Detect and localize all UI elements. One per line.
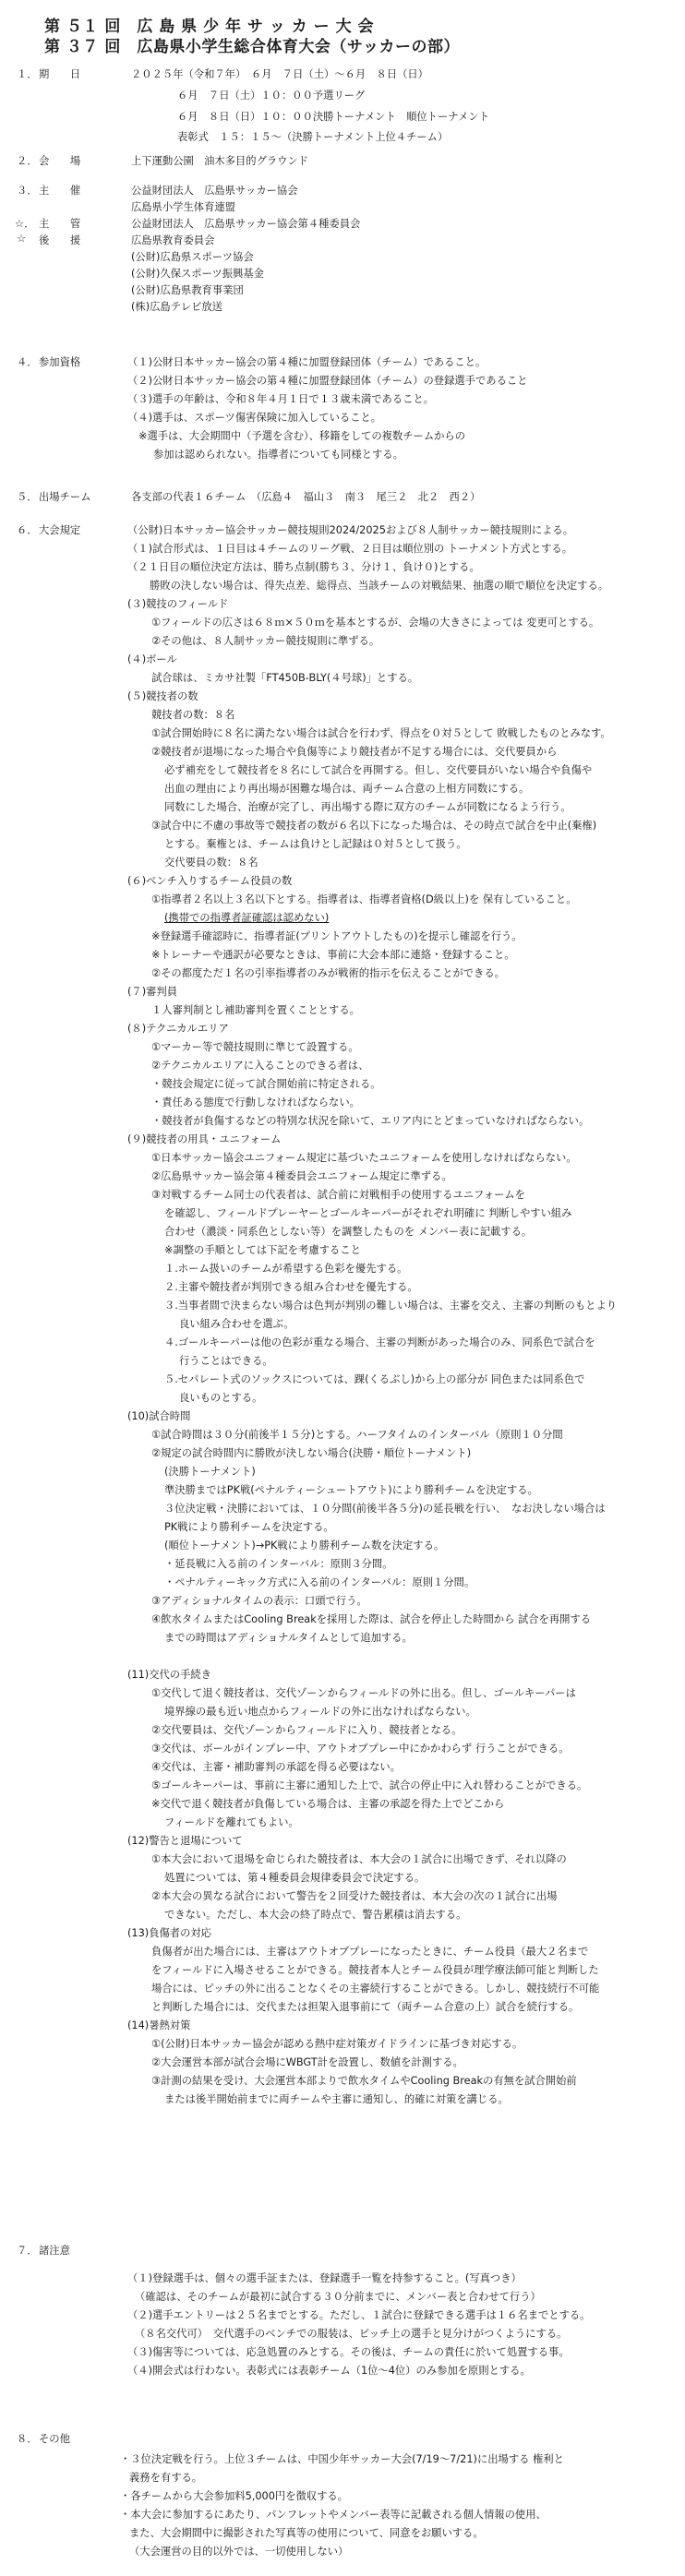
text-line: ・各チームから大会参加料5,000円を徴収する。 — [120, 2490, 348, 2502]
section-3-number: ３． — [17, 185, 38, 197]
section-7-number: ７． — [17, 2245, 38, 2257]
text-line: また、大会期間中に撮影された写真等の使用について、同意をお願いする。 — [129, 2527, 484, 2539]
text-line: ２０２５年（令和７年） ６月 ７日（土）～６月 ８日（日） — [131, 68, 428, 80]
section-3-label: 主 催 — [39, 185, 81, 197]
text-line: 参加は認められない。指導者についても同様とする。 — [153, 449, 403, 461]
text-line: ②その他は、８人制サッカー競技規則に準ずる。 — [151, 635, 380, 647]
text-line: (10)試合時間 — [127, 1410, 191, 1422]
text-line: と判断した場合には、交代または担架入退事前にて（両チーム合意の上）試合を続行する。 — [151, 2001, 580, 2013]
text-line: （２１日目の順位決定方法は、勝ち点制(勝ち３、分け１、負け０)とする。 — [127, 561, 480, 573]
text-line: とする。棄権とは、チームは負けとし記録は０対５として扱う。 — [164, 838, 467, 850]
text-line: ・延長戦に入る前のインターバル：原則３分間。 — [164, 1558, 393, 1570]
text-line: ①フィールドの広さは６８ｍ×５０ｍを基本とするが、会場の大きさによっては 変更可とする。 — [151, 617, 600, 629]
text-line: 行うことはできる。 — [179, 1355, 273, 1367]
text-line: ・３位決定戦を行う。上位３チームは、中国少年サッカー大会(7/19～7/21)に出場する 権利と — [120, 2453, 564, 2465]
text-line: ②広島県サッカー協会第４種委員会ユニフォーム規定に準ずる。 — [151, 1170, 452, 1182]
text-line: 処置については、第４種委員会規律委員会で決定する。 — [164, 1872, 426, 1884]
text-line: ①本大会において退場を命じられた競技者は、本大会の１試合に出場できず、それ以降の — [151, 1853, 567, 1865]
section-7-label: 諸注意 — [39, 2245, 70, 2257]
text-line: フィールドを離れてもよい。 — [164, 1816, 299, 1828]
text-line: ※選手は、大会期間中（予選を含む）、移籍をしての複数チームからの — [138, 430, 466, 442]
text-line: (３)競技のフィールド — [127, 598, 229, 610]
text-line: 境界線の最も近い地点からフィールドの外に出なければならない。 — [164, 1706, 476, 1718]
text-line: 準決勝まではPK戦(ペナルティーシュートアウト)により勝利チームを決定する。 — [164, 1484, 538, 1496]
text-line: ①指導者２名以上３名以下とする。指導者は、指導者資格(D級以上)を 保有していること。 — [151, 893, 577, 905]
text-line: ③交代は、ボールがインプレー中、アウトオブプレー中にかかわらず 行うことができる。 — [151, 1743, 570, 1755]
text-line: ④飲水タイムまたはCooling Breakを採用した際は、試合を停止した時間から 試合を再開する — [151, 1613, 592, 1625]
section-2-number: ２． — [17, 155, 38, 167]
text-line: ③計測の結果を受け、大会運営本部よりで飲水タイムやCooling Breakの有無を試合開始前 — [151, 2075, 577, 2087]
text-line: 合わせ（濃淡・同系色としない等）を調整したものを メンバー表に記載する。 — [164, 1226, 533, 1238]
text-line: 場合には、ピッチの外に出ることなくその主審続行することができる。しかし、競技続行不可能 — [151, 1983, 600, 1995]
section-8-number: ８． — [17, 2433, 38, 2445]
text-line: 公益財団法人 広島県サッカー協会 — [131, 185, 298, 197]
text-line: ②規定の試合時間内に勝敗が決しない場合(決勝・順位トーナメント) — [151, 1447, 472, 1459]
section-2-label: 会 場 — [39, 155, 81, 167]
text-line: (公財)久保スポーツ振興基金 — [131, 268, 264, 280]
text-line: １.ホーム扱いのチームが希望する色彩を優先する。 — [164, 1263, 408, 1275]
text-line: （確認は、そのチームが最初に試合する３０分前までに、メンバー表と合わせて行う） — [135, 2291, 541, 2303]
text-line: 広島県小学生体育連盟 — [131, 201, 235, 213]
text-line: （公財)日本サッカー協会サッカー競技規則2024/2025および８人制サッカー競技規則による。 — [127, 524, 574, 536]
text-line: ２.主審や競技者が判別できる組み合わせを優先する。 — [164, 1281, 418, 1293]
text-line: 公益財団法人 広島県サッカー協会第４種委員会 — [131, 218, 361, 230]
text-line: ・競技者が負傷するなどの特別な状況を除いて、エリア内にとどまっていなければならない。 — [151, 1115, 590, 1127]
text-line: (８)テクニカルエリア — [127, 1023, 229, 1035]
koen-marker: ☆ — [17, 233, 27, 245]
text-line: ５.セパレート式のソックスについては、踝(くるぶし)から上の部分が 同色または同系色で — [164, 1373, 585, 1385]
text-line: １人審判制とし補助審判を置くこととする。 — [151, 1004, 360, 1016]
section-5-label: 出場チーム — [39, 491, 91, 503]
text-line: ３位決定戦・決勝においては、１０分間(前後半各５分)の延長戦を行い、 なお決しない場合は — [164, 1503, 606, 1515]
text-line: 各支部の代表１６チーム （広島４ 福山３ 南３ 尾三２ 北２ 西２） — [131, 491, 481, 503]
text-line: ①交代して退く競技者は、交代ゾーンからフィールドの外に出る。但し、ゴールキーパーは — [151, 1687, 576, 1699]
text-line: ⑤ゴールキーパーは、事前に主審に通知した上で、試合の停止中に入れ替わることができる。 — [151, 1779, 588, 1791]
text-line: 必ず補充をして競技者を８名にして試合を再開する。但し、交代要員がいない場合や負傷や — [164, 764, 593, 776]
text-line: ６月 ８日（日）１０：００決勝トーナメント 順位トーナメント — [177, 111, 490, 123]
text-line: （１)公財日本サッカー協会の第４種に加盟登録団体（チーム）であること。 — [127, 356, 487, 368]
text-line: (11)交代の手続き — [127, 1669, 211, 1681]
title-line-1: 第 ５１ 回 広 島 県 少 年 サ ッ カ ー 大 会 — [44, 18, 375, 36]
text-line: をフィールドに入場させることができる。競技者本人とチーム役員が理学療法師可能と判断した — [151, 1964, 599, 1976]
text-line: 義務を有する。 — [129, 2472, 203, 2484]
text-line: 勝敗の決しない場合は、得失点差、総得点、当該チームの対戦結果、抽選の順で順位を決定する。 — [150, 580, 609, 592]
text-line: ③アディショナルタイムの表示：口頭で行う。 — [151, 1595, 367, 1607]
section-8-label: その他 — [39, 2433, 70, 2445]
text-line: 広島県教育委員会 — [131, 234, 215, 246]
text-line: ①試合開始時に８名に満たない場合は試合を行わず、得点を０対５として 敗戦したものとみなす。 — [151, 727, 611, 739]
text-line: ※トレーナーや通訳が必要なときは、事前に大会本部に連絡・登録すること。 — [151, 949, 515, 961]
text-line: できない。ただし、本大会の終了時点で、警告累積は消去する。 — [164, 1909, 467, 1921]
text-line: (株)広島テレビ放送 — [131, 301, 222, 313]
text-line: ①(公財)日本サッカー協会が認める熱中症対策ガイドラインに基づき対応する。 — [151, 2038, 523, 2050]
text-line: (公財)広島県スポーツ協会 — [131, 251, 254, 263]
text-line: (７)審判員 — [127, 986, 178, 998]
section-4-number: ４． — [17, 356, 38, 368]
text-line: 出血の理由により再出場が困難な場合は、両チーム合意の上相方同数にする。 — [164, 783, 530, 795]
text-line: （２)公財日本サッカー協会の第４種に加盟登録団体（チーム）の登録選手であること — [127, 375, 528, 387]
text-line: ②本大会の異なる試合において警告を２回受けた競技者は、本大会の次の１試合に出場 — [151, 1890, 558, 1902]
text-line: を確認し、フィールドプレーヤーとゴールキーパーがそれぞれ明確に 判断しやすい組み — [164, 1207, 572, 1219]
text-line: ６月 ７日（土）１０：００予選リーグ — [177, 90, 366, 102]
text-line: ③試合中に不慮の事故等で競技者の数が６名以下になった場合は、その時点で試合を中止(棄権) — [151, 820, 597, 832]
text-line: ②テクニカルエリアに入ることのできる者は、 — [151, 1060, 369, 1072]
section-6-label: 大会規定 — [39, 524, 81, 536]
text-line: (４)ボール — [127, 653, 177, 665]
text-line: 良い組み合わせを選ぶ。 — [179, 1318, 294, 1330]
text-line: (６)ベンチ入りするチーム役員の数 — [127, 875, 293, 887]
title-line-2: 第 ３７ 回 広島県小学生総合体育大会（サッカーの部） — [44, 38, 460, 56]
section-1-label: 期 日 — [39, 68, 81, 80]
text-line: ②交代要員は、交代ゾーンからフィールドに入り、競技者となる。 — [151, 1724, 463, 1736]
text-line: 表彰式 １５：１５～（決勝トーナメント上位４チーム） — [177, 131, 449, 143]
text-line: ②その都度ただ１名の引率指導者のみが戦術的指示を伝えることができる。 — [151, 967, 505, 979]
text-line: 上下運動公園 油木多目的グラウンド — [131, 155, 309, 167]
text-line: （４)開会式は行わない。表彰式には表彰チーム（1位～4位）のみ参加を原則とする。 — [127, 2365, 531, 2377]
section-4-label: 参加資格 — [39, 356, 81, 368]
text-line: ・競技会規定に従って試合開始前に特定される。 — [151, 1078, 381, 1090]
text-line: (14)暑熱対策 — [127, 2019, 191, 2031]
shukan-label: 主 管 — [39, 218, 81, 230]
text-line: 交代要員の数：８名 — [164, 857, 258, 869]
text-line: または後半開始前までに両チームや主審に通知し、的確に対策を講じる。 — [164, 2093, 509, 2105]
text-line: （２)選手エントリーは２５名までとする。ただし、１試合に登録できる選手は１６名までとする。 — [127, 2309, 591, 2321]
text-line: 同数にした場合、治療が完了し、再出場する際に双方のチームが同数になるよう行う。 — [164, 801, 571, 813]
text-line: (決勝トーナメント) — [164, 1466, 256, 1478]
text-line: ・責任ある態度で行動しなければならない。 — [151, 1096, 360, 1108]
text-line: ②大会運営本部が試合会場にWBGT計を設置し、数値を計測する。 — [151, 2056, 463, 2068]
text-line: (携帯での指導者証確認は認めない) — [164, 912, 330, 924]
text-line: ①日本サッカー協会ユニフォーム規定に基づいたユニフォームを使用しなければならない。 — [151, 1152, 577, 1164]
text-line: (13)負傷者の対応 — [127, 1927, 211, 1939]
koen-label: 後 援 — [39, 234, 81, 246]
shukan-marker: ☆． — [15, 218, 35, 230]
text-line: ①試合時間は３０分(前後半１５分)とする。ハーフタイムのインターバル（原則１０分間 — [151, 1429, 563, 1441]
section-6-number: ６． — [17, 524, 38, 536]
text-line: (順位トーナメント)→PK戦により勝利チーム数を決定する。 — [164, 1540, 445, 1552]
text-line: までの時間はアディショナルタイムとして追加する。 — [164, 1632, 413, 1644]
text-line: ・ペナルティーキック方式に入る前のインターバル：原則１分間。 — [164, 1576, 475, 1588]
text-line: 試合球は、ミカサ社製「FT450B-BLY(４号球)」とする。 — [151, 672, 419, 684]
text-line: ３.当事者間で決まらない場合は色判が判別の難しい場合は、主審を交え、主審の判断のもとより — [164, 1300, 618, 1312]
text-line: (12)警告と退場について — [127, 1835, 243, 1847]
text-line: ①マーカー等で競技規則に準じて設置する。 — [151, 1041, 359, 1053]
text-line: （大会運営の目的以外では、一切使用しない） — [129, 2546, 349, 2558]
text-line: 競技者の数：８名 — [151, 709, 235, 721]
text-line: （８名交代可） 交代選手のベンチでの服装は、ビッチ上の選手と見分けがつくようにする。 — [135, 2328, 568, 2340]
text-line: (公財)広島県教育事業団 — [131, 284, 244, 296]
text-line: 負傷者が出た場合には、主審はアウトオブプレーになったときに、チーム役員（最大２名まで — [151, 1946, 589, 1958]
text-line: （３)選手の年齢は、令和８年４月１日で１３歳未満であること。 — [127, 393, 435, 405]
text-line: PK戦により勝利チームを決定する。 — [164, 1521, 334, 1533]
text-line: (５)競技者の数 — [127, 690, 198, 702]
text-line: ４.ゴールキーパーは他の色彩が重なる場合、主審の判断があった場合のみ、同系色で試合を — [164, 1336, 595, 1348]
text-line: （１)登録選手は、個々の選手証または、登録選手一覧を持参すること。(写真つき） — [127, 2272, 522, 2284]
text-line: ※調整の手順としては下記を考慮すること — [164, 1244, 361, 1256]
text-line: (９)競技者の用具・ユニフォーム — [127, 1133, 282, 1145]
section-1-number: １． — [17, 68, 38, 80]
text-line: （１)試合形式は、１日目は４チームのリーグ戦、２日目は順位別の トーナメント方式とする。 — [127, 543, 573, 555]
text-line: ④交代は、主審・補助審判の承認を得る必要はない。 — [151, 1761, 401, 1773]
text-line: ・本大会に参加するにあたり、パンフレットやメンバー表等に記載される個人情報の使用、 — [120, 2509, 547, 2521]
text-line: ※登録選手確認時に、指導者証(プリントアウトしたもの)を提示し確認を行う。 — [151, 930, 523, 942]
text-line: （３)傷害等については、応急処置のみとする。その後は、チームの責任に於いて処置する事。 — [127, 2346, 570, 2358]
text-line: 良いものとする。 — [179, 1392, 263, 1404]
text-line: ※交代で退く競技者が負傷している場合は、主審の承認を得た上でどこから — [151, 1798, 505, 1810]
text-line: （４)選手は、スポーツ傷害保険に加入していること。 — [127, 412, 382, 424]
section-5-number: ５． — [17, 491, 38, 503]
text-line: ③対戦するチーム同士の代表者は、試合前に対戦相手の使用するユニフォームを — [151, 1189, 525, 1201]
text-line: ②競技者が退場になった場合や負傷等により競技者が不足する場合には、交代要員から — [151, 746, 558, 758]
